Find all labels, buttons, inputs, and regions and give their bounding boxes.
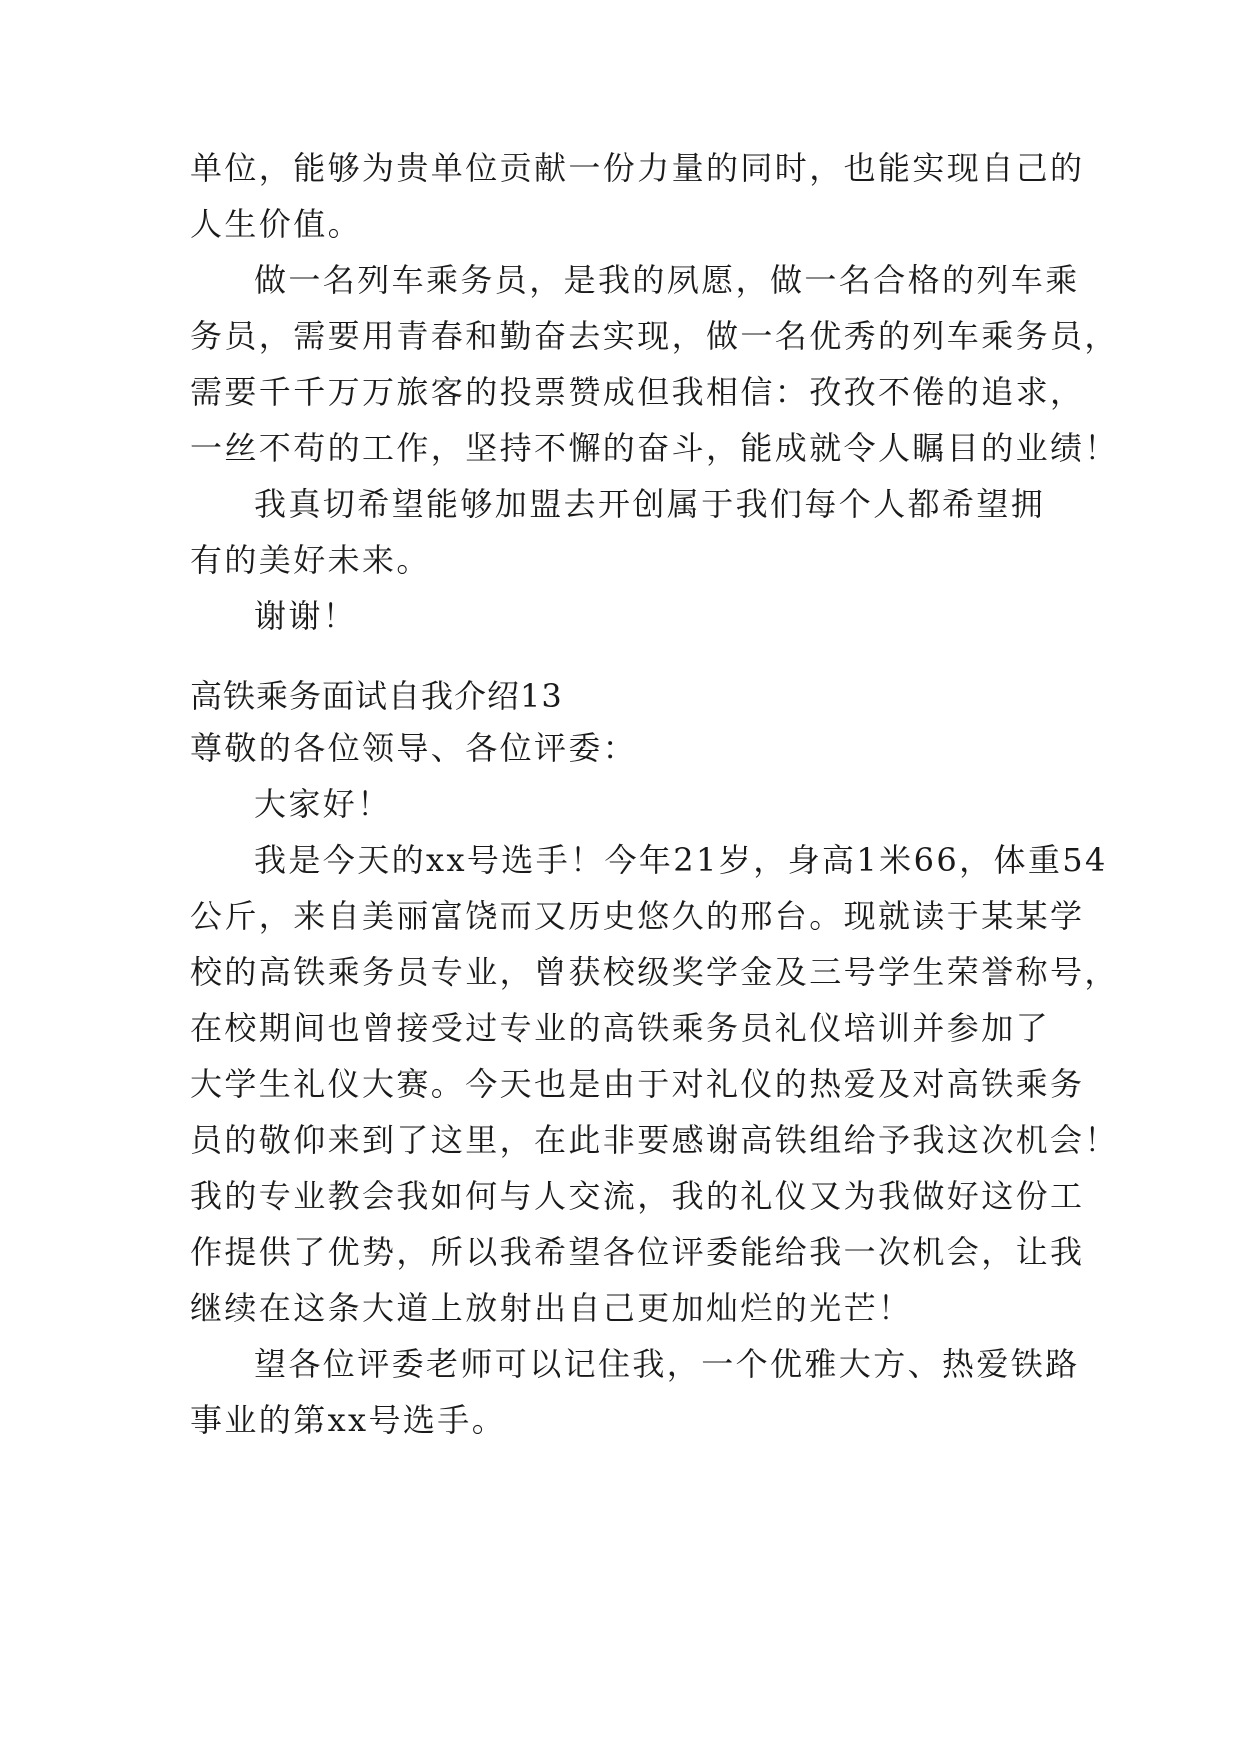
paragraph-line: 我真切希望能够加盟去开创属于我们每个人都希望拥 xyxy=(254,485,1046,523)
paragraph-line: 需要千千万万旅客的投票赞成但我相信：孜孜不倦的追求， xyxy=(190,373,1085,411)
paragraph-line: 望各位评委老师可以记住我，一个优雅大方、热爱铁路 xyxy=(254,1345,1080,1383)
paragraph-line: 校的高铁乘务员专业，曾获校级奖学金及三号学生荣誉称号， xyxy=(190,953,1119,991)
paragraph-line: 我是今天的xx号选手！今年21岁，身高1米66，体重54 xyxy=(254,841,1108,879)
paragraph-line: 继续在这条大道上放射出自己更加灿烂的光芒！ xyxy=(190,1289,913,1327)
paragraph-line: 人生价值。 xyxy=(190,205,363,243)
paragraph-line: 一丝不苟的工作，坚持不懈的奋斗，能成就令人瞩目的业绩！ xyxy=(190,429,1119,467)
paragraph-line: 作提供了优势，所以我希望各位评委能给我一次机会，让我 xyxy=(190,1233,1085,1271)
paragraph-line: 公斤，来自美丽富饶而又历史悠久的邢台。现就读于某某学 xyxy=(190,897,1085,935)
paragraph-line: 务员，需要用青春和勤奋去实现，做一名优秀的列车乘务员， xyxy=(190,317,1119,355)
paragraph-line: 有的美好未来。 xyxy=(190,541,431,579)
paragraph-line: 事业的第xx号选手。 xyxy=(190,1401,507,1439)
paragraph-line: 员的敬仰来到了这里，在此非要感谢高铁组给予我这次机会！ xyxy=(190,1121,1119,1159)
salutation: 尊敬的各位领导、各位评委： xyxy=(190,729,638,767)
paragraph-line: 做一名列车乘务员，是我的夙愿，做一名合格的列车乘 xyxy=(254,261,1080,299)
section-title: 高铁乘务面试自我介绍13 xyxy=(190,677,563,715)
greeting: 大家好！ xyxy=(254,785,392,823)
paragraph-line: 我的专业教会我如何与人交流，我的礼仪又为我做好这份工 xyxy=(190,1177,1085,1215)
paragraph-line: 大学生礼仪大赛。今天也是由于对礼仪的热爱及对高铁乘务 xyxy=(190,1065,1085,1103)
paragraph-line: 单位，能够为贵单位贡献一份力量的同时，也能实现自己的 xyxy=(190,149,1085,187)
paragraph-line: 在校期间也曾接受过专业的高铁乘务员礼仪培训并参加了 xyxy=(190,1009,1051,1047)
closing-thanks: 谢谢！ xyxy=(254,597,358,635)
